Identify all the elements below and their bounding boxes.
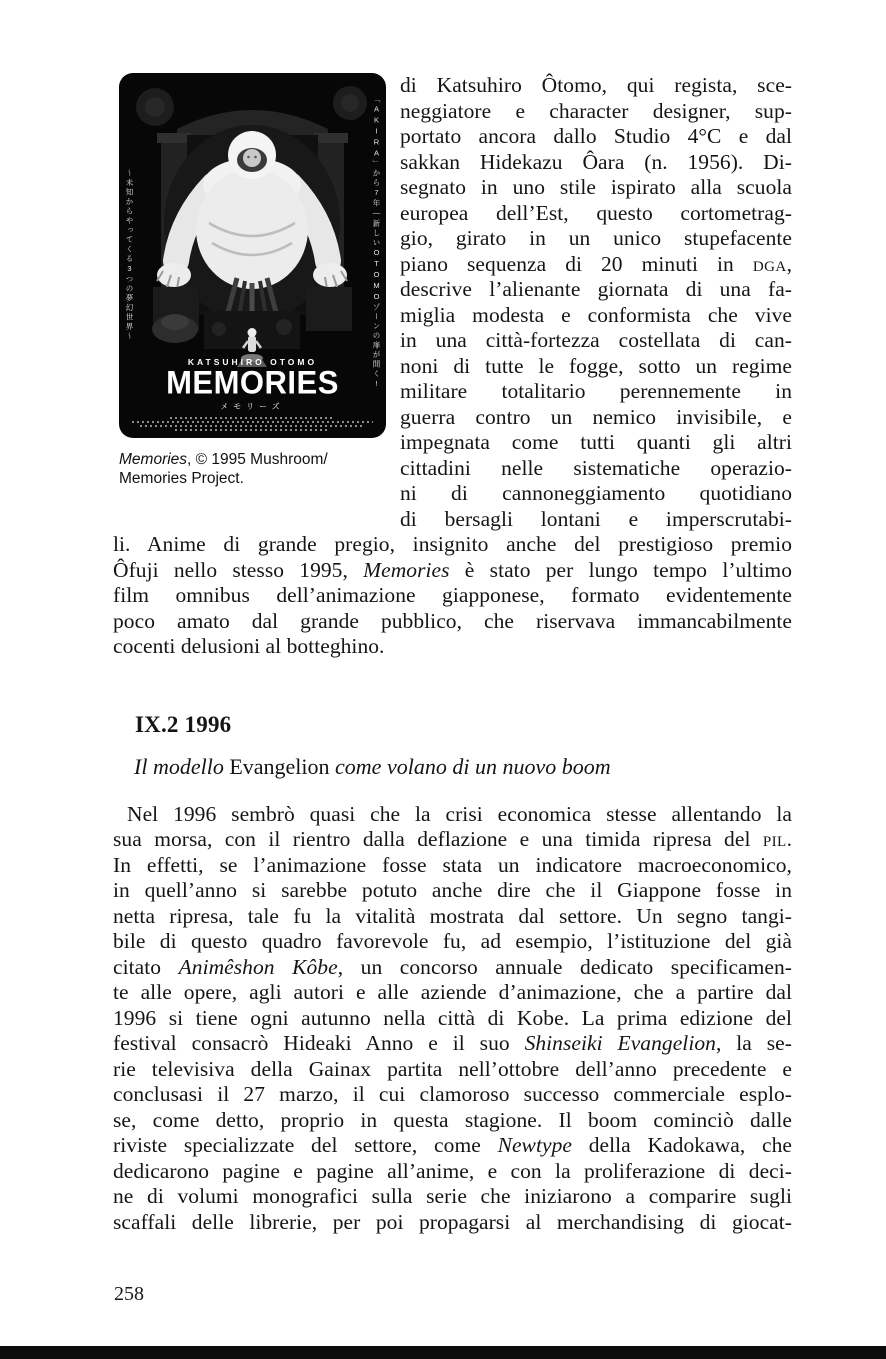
text-line: sua morsa, con il rientro dalla deflazione e una timida ripresa del pil. [113, 827, 792, 851]
text-line: li. Anime di grande pregio, insignito anche del prestigioso premio [113, 532, 792, 556]
poster-side-tagline-left: 〜未知からやってくる3つの夢幻世界〜 [125, 169, 134, 342]
text-line: ni di cannoneggiamento quotidiano [400, 481, 792, 505]
text-line: noni di tutte le fogge, sotto un regime [400, 353, 792, 378]
credit-row [170, 417, 336, 419]
credit-row [175, 429, 330, 431]
text-line: ne di volumi monografici sulla serie che iniziarono a comparire sugli [113, 1184, 792, 1208]
text-line: dedicarono pagine e pagine all’anime, e con la proliferazione di deci- [113, 1158, 792, 1183]
memories-poster [119, 73, 386, 438]
poster-title-block [119, 357, 386, 433]
memories-figure [119, 73, 391, 523]
text-line: rie televisiva della Gainax partita nell’ottobre dell’anno precedente e [113, 1056, 792, 1081]
poster-credits-microtext [119, 417, 386, 431]
text-line: sakkan Hidekazu Ôara (n. 1956). Di- [400, 149, 792, 174]
credit-row [140, 425, 364, 427]
paragraph-1996-boom [113, 802, 792, 1236]
poster-artist-name: KATSUHIRO OTOMO [187, 357, 318, 367]
paragraph-memories [113, 73, 792, 660]
poster-astronaut-illustration [119, 73, 386, 368]
text-line: netta ripresa, tale fu la vitalità mostrata dal settore. Un segno tangi- [113, 903, 792, 928]
text-line: in una città-fortezza costellata di can- [400, 328, 792, 352]
paragraph-memories-fullwidth-text [113, 532, 792, 660]
text-line: citato Animêshon Kôbe, un concorso annuale dedicato specificamen- [113, 954, 792, 979]
poster-title-katakana: メモリーズ [220, 402, 285, 411]
text-line: descrive l’alienante giornata di una fa- [400, 277, 792, 301]
text-line: gio, girato in un unico stupefacente [400, 226, 792, 250]
text-line: riviste specializzate del settore, come Newtype della Kadokawa, che [113, 1133, 792, 1157]
text-line: di Katsuhiro Ôtomo, qui regista, sce- [400, 73, 792, 97]
text-line: portato ancora dallo Studio 4°C e dal [400, 124, 792, 148]
text-line: guerra contro un nemico invisibile, e [400, 404, 792, 429]
text-line: poco amato dal grande pubblico, che riservava immancabilmente [113, 608, 792, 633]
text-line: impegnata come tutti quanti gli altri [400, 430, 792, 454]
text-line: miglia modesta e conformista che vive [400, 302, 792, 327]
text-line: bile di questo quadro favorevole fu, ad esempio, l’istituzione del già [113, 929, 792, 953]
credit-row [132, 421, 372, 423]
text-line: europea dell’Est, questo cortometrag- [400, 200, 792, 225]
text-line: militare totalitario perennemente in [400, 379, 792, 403]
text-line: cocenti delusioni al botteghino. [113, 634, 385, 658]
text-line: Ôfuji nello stesso 1995, Memories è stato per lungo tempo l’ultimo [113, 557, 792, 582]
text-line: scaffali delle librerie, per poi propagarsi al merchandising di giocat- [113, 1209, 792, 1234]
figure-caption [119, 450, 391, 488]
text-line: te alle opere, agli autori e alle aziende d’animazione, che a partire dal [113, 980, 792, 1004]
text-line: segnato in uno stile ispirato alla scuola [400, 175, 792, 199]
page-bottom-scan-edge [0, 1346, 886, 1359]
text-line: in quell’anno si sarebbe potuto anche dire che il Giappone fosse in [113, 878, 792, 902]
text-line: 1996 si tiene ogni autunno nella città di Kobe. La prima edizione del [113, 1005, 792, 1030]
poster-title: MEMORIES [166, 364, 339, 401]
text-line: piano sequenza di 20 minuti in dga, [400, 251, 792, 276]
text-line: se, come detto, proprio in questa stagione. Il boom cominciò dalle [113, 1107, 792, 1132]
text-line: neggiatore e character designer, sup- [400, 98, 792, 123]
poster-side-tagline-right: 「AKIRA」から7年―新しいOTOMOゾーンの扉が開く! [372, 95, 381, 390]
text-line: film omnibus dell’animazione giapponese, formato evidentemente [113, 583, 792, 607]
text-line: conclusasi il 27 marzo, il cui clamoroso successo commerciale esplo- [113, 1082, 792, 1106]
text-line: cittadini nelle sistematiche operazio- [400, 455, 792, 480]
text-line: festival consacrò Hideaki Anno e il suo Shinseiki Evangelion, la se- [113, 1031, 792, 1055]
text-line: In effetti, se l’animazione fosse stata un indicatore macroeconomico, [113, 852, 792, 877]
section-subtitle: Il modello Evangelion come volano di un nuovo boom [134, 753, 611, 779]
text-line: Memories, © 1995 Mushroom/ [119, 451, 328, 468]
page-number: 258 [114, 1283, 144, 1305]
text-line: Memories Project. [119, 470, 244, 487]
text-line: di bersagli lontani e imperscrutabi- [400, 506, 792, 531]
text-line: Nel 1996 sembrò quasi che la crisi economica stesse allentando la [127, 801, 792, 826]
section-heading: IX.2 1996 [135, 711, 232, 737]
